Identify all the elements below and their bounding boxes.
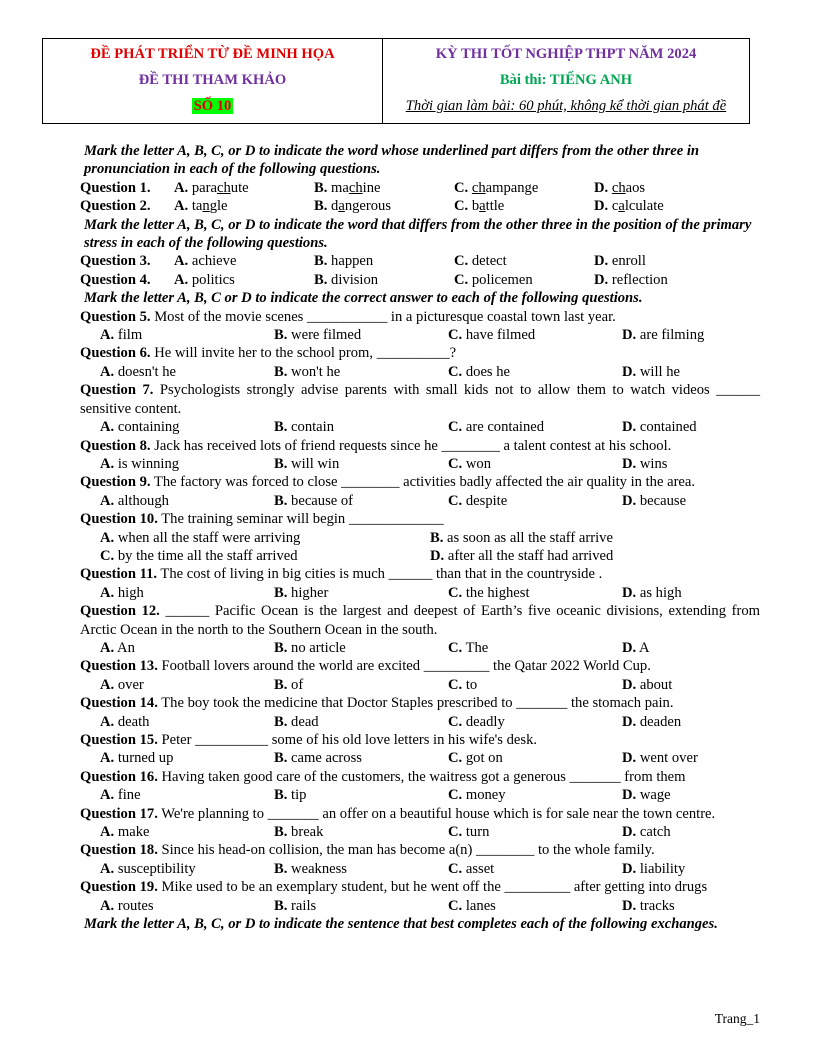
option-text: routes — [117, 897, 154, 914]
option-letter: A. — [100, 676, 115, 693]
option-letter: C. — [100, 547, 115, 564]
question-13 — [80, 657, 760, 694]
option-text: film — [117, 327, 143, 344]
option-c[interactable] — [448, 713, 622, 731]
option-c[interactable]: C. detect — [454, 253, 507, 270]
option-letter: C. — [448, 455, 463, 472]
option-text: got on — [465, 750, 503, 767]
question-text — [80, 437, 760, 455]
option-a[interactable] — [100, 713, 274, 731]
question-3 — [80, 252, 760, 270]
instruction-stress: Mark the letter A, B, C, or D to indicate the word that differs from the other three in the position of the primary stress in each of the following questions. — [84, 216, 752, 252]
option-d[interactable] — [622, 492, 686, 510]
subject: Bài thi: TIẾNG ANH — [499, 71, 633, 88]
option-text: turned up — [117, 750, 174, 767]
question-stem: Most of the movie scenes ___________ in a picturesque coastal town last year. — [150, 308, 616, 325]
option-text: fine — [117, 787, 141, 804]
option-letter: C. — [448, 750, 463, 767]
option-b[interactable] — [274, 584, 448, 602]
question-stem: Psychologists strongly advise parents with small kids not to allow them to watch videos ______ sensitive content. — [80, 382, 761, 417]
option-text: despite — [465, 492, 508, 509]
option-c[interactable] — [448, 676, 622, 694]
option-d[interactable] — [622, 455, 667, 473]
option-letter: B. — [274, 713, 288, 730]
question-text — [80, 510, 760, 528]
option-c[interactable] — [448, 326, 622, 344]
option-text: make — [117, 824, 150, 841]
option-letter: A. — [100, 455, 115, 472]
question-stem: Football lovers around the world are excited _________ the Qatar 2022 World Cup. — [157, 658, 651, 675]
option-letter: B. — [274, 676, 288, 693]
option-d[interactable] — [622, 860, 685, 878]
option-letter: A. — [100, 713, 115, 730]
option-d[interactable] — [622, 363, 680, 381]
option-d[interactable] — [622, 676, 672, 694]
question-label: Question 2. — [80, 198, 151, 215]
option-letter: A. — [100, 492, 115, 509]
question-stem: He will invite her to the school prom, __________? — [150, 345, 457, 362]
option-letter: B. — [274, 419, 288, 436]
question-14 — [80, 694, 760, 731]
option-letter: A. — [100, 860, 115, 877]
option-text: break — [291, 824, 324, 841]
option-text: as soon as all the staff arrive — [447, 529, 613, 546]
option-text: does he — [465, 363, 511, 380]
option-letter: C. — [448, 419, 463, 436]
option-b[interactable]: B. happen — [314, 253, 374, 270]
option-text: catch — [639, 824, 671, 841]
option-d[interactable] — [622, 326, 704, 344]
option-text: over — [117, 676, 144, 693]
option-letter: A. — [100, 787, 115, 804]
option-a[interactable] — [100, 584, 274, 602]
option-text: money — [465, 787, 506, 804]
question-label: Question 10. — [80, 511, 158, 528]
exam-header-right — [383, 39, 749, 123]
option-b[interactable] — [274, 823, 448, 841]
option-text: are contained — [465, 419, 545, 436]
option-text: susceptibility — [117, 860, 196, 877]
option-text: no article — [291, 639, 346, 656]
question-18 — [80, 841, 760, 878]
option-letter: A. — [100, 327, 115, 344]
question-label: Question 9. — [80, 474, 151, 491]
option-d[interactable] — [430, 547, 760, 565]
question-text — [80, 473, 760, 491]
option-d[interactable]: D. reflection — [594, 271, 668, 288]
exam-header-left — [43, 39, 383, 123]
option-letter: B. — [274, 897, 288, 914]
option-text: won — [465, 455, 491, 472]
option-text: although — [117, 492, 169, 509]
option-letter: B. — [274, 860, 288, 877]
question-8 — [80, 437, 760, 474]
option-b[interactable] — [274, 639, 448, 657]
question-text — [80, 878, 760, 896]
option-text: when all the staff were arriving — [117, 529, 301, 546]
option-letter: D. — [622, 639, 637, 656]
question-list — [80, 308, 760, 915]
question-17 — [80, 805, 760, 842]
question-text — [80, 565, 760, 583]
options-row — [80, 547, 760, 565]
option-d[interactable] — [622, 823, 671, 841]
question-5 — [80, 308, 760, 345]
option-text: weakness — [291, 860, 347, 877]
option-b[interactable] — [274, 676, 448, 694]
option-text: the highest — [465, 584, 530, 601]
option-a[interactable] — [100, 823, 274, 841]
option-text: came across — [291, 750, 362, 767]
option-text: wins — [639, 455, 668, 472]
option-b[interactable] — [274, 455, 448, 473]
question-text — [80, 805, 760, 823]
instruction-correct-answer: Mark the letter A, B, C or D to indicate the correct answer to each of the following questions. — [84, 290, 643, 307]
question-stem: The factory was forced to close ________ activities badly affected the air quality in the area. — [150, 474, 696, 491]
option-c[interactable] — [448, 860, 622, 878]
question-text — [80, 381, 760, 418]
question-label: Question 3. — [80, 253, 151, 270]
option-letter: C. — [448, 897, 463, 914]
option-a[interactable] — [100, 529, 430, 547]
option-b[interactable]: B. machine — [314, 179, 381, 196]
option-text: contained — [639, 419, 697, 436]
question-stem: The cost of living in big cities is much ______ than that in the countryside . — [157, 566, 603, 583]
question-stem: The training seminar will begin _____________ — [157, 511, 444, 528]
option-letter: A. — [100, 639, 115, 656]
question-12 — [80, 602, 760, 657]
option-b[interactable] — [274, 860, 448, 878]
option-a[interactable] — [100, 897, 274, 915]
question-stem: Jack has received lots of friend requests since he ________ a talent contest at his school. — [150, 437, 672, 454]
instruction-pronunciation: Mark the letter A, B, C, or D to indicate the word whose underlined part differs from the other three in pronunciation in each of the following questions. — [84, 143, 700, 178]
option-a[interactable]: A. parachute — [174, 179, 249, 196]
option-a[interactable] — [100, 363, 274, 381]
option-letter: C. — [448, 327, 463, 344]
options-row — [80, 749, 760, 767]
option-c[interactable] — [448, 455, 622, 473]
question-stem: We're planning to _______ an offer on a beautiful house which is for sale near the town centre. — [157, 805, 716, 822]
option-text: of — [291, 676, 304, 693]
option-c[interactable] — [448, 584, 622, 602]
question-text — [80, 657, 760, 675]
exam-number: SỐ 10 — [193, 97, 232, 114]
question-label: Question 14. — [80, 695, 158, 712]
option-letter: D. — [622, 419, 637, 436]
exam-content — [80, 142, 760, 933]
option-letter: D. — [622, 787, 637, 804]
option-letter: D. — [622, 492, 637, 509]
option-text: about — [639, 676, 673, 693]
question-stem: ______ Pacific Ocean is the largest and deepest of Earth’s five oceanic divisions, extending from Arctic Ocean in the north to the Southern Ocean in the south. — [80, 603, 761, 638]
option-letter: C. — [448, 584, 463, 601]
option-letter: C. — [448, 824, 463, 841]
question-label: Question 19. — [80, 879, 158, 896]
option-text: to — [465, 676, 478, 693]
option-letter: B. — [274, 363, 288, 380]
question-15 — [80, 731, 760, 768]
question-11 — [80, 565, 760, 602]
question-label: Question 1. — [80, 179, 151, 196]
question-label: Question 12. — [80, 603, 160, 620]
question-16 — [80, 768, 760, 805]
option-c[interactable] — [100, 547, 430, 565]
option-c[interactable]: C. battle — [454, 198, 505, 215]
option-text: tip — [291, 787, 307, 804]
option-letter: D. — [622, 713, 637, 730]
option-a[interactable]: A. politics — [174, 271, 235, 288]
question-2 — [80, 197, 760, 215]
option-d[interactable] — [622, 639, 650, 657]
option-c[interactable] — [448, 823, 622, 841]
option-letter: C. — [448, 676, 463, 693]
option-c[interactable] — [448, 363, 622, 381]
question-label: Question 4. — [80, 271, 151, 288]
question-label: Question 17. — [80, 805, 158, 822]
option-letter: B. — [274, 327, 288, 344]
option-letter: D. — [622, 676, 637, 693]
question-1 — [80, 179, 760, 197]
option-text: high — [117, 584, 144, 601]
option-a[interactable] — [100, 786, 274, 804]
question-text — [80, 694, 760, 712]
option-letter: B. — [274, 492, 288, 509]
option-letter: A. — [100, 750, 115, 767]
options-row — [80, 823, 760, 841]
option-letter: C. — [448, 363, 463, 380]
option-text: death — [117, 713, 150, 730]
option-text: after all the staff had arrived — [447, 547, 614, 564]
options-row — [80, 492, 760, 510]
time-note: Thời gian làm bài: 60 phút, không kể thời gian phát đề — [405, 97, 727, 114]
option-d[interactable] — [622, 749, 698, 767]
option-a[interactable] — [100, 492, 274, 510]
option-text: because of — [291, 492, 354, 509]
option-text: liability — [639, 860, 686, 877]
option-text: deadly — [465, 713, 505, 730]
question-stem: Peter __________ some of his old love letters in his wife's desk. — [157, 732, 538, 748]
option-text: were filmed — [291, 327, 362, 344]
question-label: Question 18. — [80, 842, 158, 859]
question-stem: Having taken good care of the customers, the waitress got a generous _______ from them — [157, 768, 686, 785]
option-text: higher — [291, 584, 329, 601]
option-b[interactable] — [274, 492, 448, 510]
question-label: Question 11. — [80, 566, 158, 583]
option-letter: D. — [622, 897, 637, 914]
option-text: will he — [639, 363, 680, 380]
option-letter: B. — [274, 824, 288, 841]
question-6 — [80, 344, 760, 381]
option-d[interactable] — [622, 786, 671, 804]
option-text: The — [465, 639, 489, 656]
option-text: have filmed — [465, 327, 536, 344]
options-row — [80, 786, 760, 804]
option-a[interactable] — [100, 676, 274, 694]
options-row — [80, 860, 760, 878]
option-letter: C. — [448, 639, 463, 656]
option-letter: B. — [274, 787, 288, 804]
question-label: Question 8. — [80, 437, 151, 454]
option-text: A — [639, 639, 650, 656]
option-text: won't he — [291, 363, 341, 380]
option-b[interactable] — [274, 786, 448, 804]
question-label: Question 7. — [80, 382, 154, 399]
option-d[interactable]: D. calculate — [594, 198, 664, 215]
option-d[interactable] — [622, 584, 682, 602]
options-row — [80, 418, 760, 436]
option-letter: D. — [622, 860, 637, 877]
option-text: by the time all the staff arrived — [117, 547, 298, 564]
question-label: Question 6. — [80, 345, 151, 362]
option-b[interactable]: B. division — [314, 271, 379, 288]
option-a[interactable] — [100, 639, 274, 657]
options-row — [80, 326, 760, 344]
option-letter: D. — [622, 584, 637, 601]
option-letter: A. — [100, 824, 115, 841]
option-c[interactable] — [448, 639, 622, 657]
option-text: as high — [639, 584, 682, 601]
options-row — [80, 455, 760, 473]
option-d[interactable]: D. enroll — [594, 253, 646, 270]
options-row — [80, 363, 760, 381]
question-text — [80, 344, 760, 362]
question-stem: The boy took the medicine that Doctor Staples prescribed to _______ the stomach pain. — [157, 695, 674, 712]
option-b[interactable] — [430, 529, 760, 547]
option-b[interactable] — [274, 363, 448, 381]
question-text — [80, 308, 760, 326]
options-row — [80, 897, 760, 915]
option-c[interactable] — [448, 418, 622, 436]
question-label: Question 13. — [80, 658, 158, 675]
option-text: are filming — [639, 327, 705, 344]
options-row — [80, 713, 760, 731]
option-b[interactable] — [274, 713, 448, 731]
option-text: because — [639, 492, 687, 509]
option-text: doesn't he — [117, 363, 177, 380]
option-letter: A. — [100, 363, 115, 380]
page-number: Trang_1 — [714, 1011, 760, 1026]
option-letter: A. — [100, 584, 115, 601]
option-letter: A. — [100, 419, 115, 436]
option-b[interactable] — [274, 326, 448, 344]
options-row — [80, 676, 760, 694]
option-c[interactable]: C. policemen — [454, 271, 533, 288]
question-text — [80, 768, 760, 786]
question-9 — [80, 473, 760, 510]
option-d[interactable]: D. chaos — [594, 179, 646, 196]
option-a[interactable] — [100, 418, 274, 436]
option-letter: D. — [622, 327, 637, 344]
question-text — [80, 731, 760, 749]
question-text — [80, 841, 760, 859]
option-text: dead — [291, 713, 319, 730]
question-label: Question 15. — [80, 732, 158, 748]
options-row — [80, 529, 760, 547]
option-text: is winning — [117, 455, 180, 472]
question-label: Question 16. — [80, 768, 158, 785]
question-19 — [80, 878, 760, 915]
option-letter: C. — [448, 787, 463, 804]
option-letter: A. — [100, 529, 115, 546]
option-a[interactable] — [100, 326, 274, 344]
exam-header — [42, 38, 750, 124]
option-a[interactable] — [100, 749, 274, 767]
option-c[interactable] — [448, 492, 622, 510]
question-stem: Since his head-on collision, the man has become a(n) ________ to the whole family. — [157, 842, 655, 859]
option-letter: B. — [274, 584, 288, 601]
option-letter: D. — [622, 750, 637, 767]
option-letter: C. — [448, 713, 463, 730]
option-b[interactable]: B. dangerous — [314, 198, 392, 215]
option-text: lanes — [465, 897, 496, 914]
option-letter: D. — [622, 363, 637, 380]
option-text: went over — [639, 750, 698, 767]
option-text: will win — [291, 455, 340, 472]
exam-name: KỲ THI TỐT NGHIỆP THPT NĂM 2024 — [435, 45, 697, 62]
option-c[interactable] — [448, 786, 622, 804]
option-text: contain — [291, 419, 335, 436]
option-d[interactable] — [622, 418, 697, 436]
option-text: An — [117, 639, 135, 656]
option-text: rails — [291, 897, 317, 914]
option-a[interactable] — [100, 455, 274, 473]
option-text: turn — [465, 824, 490, 841]
instruction-exchanges: Mark the letter A, B, C, or D to indicate the sentence that best completes each of the following exchanges. — [84, 916, 718, 933]
option-letter: B. — [274, 639, 288, 656]
option-letter: D. — [430, 547, 445, 564]
options-row — [80, 639, 760, 657]
option-text: asset — [465, 860, 495, 877]
option-letter: C. — [448, 492, 463, 509]
option-c[interactable]: C. champange — [454, 179, 539, 196]
option-letter: C. — [448, 860, 463, 877]
option-d[interactable] — [622, 713, 681, 731]
option-a[interactable]: A. tangle — [174, 198, 228, 215]
option-d[interactable] — [622, 897, 675, 915]
question-4 — [80, 271, 760, 289]
option-text: tracks — [639, 897, 675, 914]
option-b[interactable] — [274, 418, 448, 436]
source-title: ĐỀ PHÁT TRIỂN TỪ ĐỀ MINH HỌA — [90, 45, 335, 62]
option-c[interactable] — [448, 897, 622, 915]
option-a[interactable] — [100, 860, 274, 878]
option-letter: B. — [274, 455, 288, 472]
option-text: containing — [117, 419, 180, 436]
option-a[interactable]: A. achieve — [174, 253, 237, 270]
option-letter: A. — [100, 897, 115, 914]
question-7 — [80, 381, 760, 436]
option-letter: D. — [622, 824, 637, 841]
option-letter: B. — [274, 750, 288, 767]
question-stem: Mike used to be an exemplary student, but he went off the _________ after getting into drugs — [157, 879, 708, 896]
option-letter: D. — [622, 455, 637, 472]
option-text: wage — [639, 787, 671, 804]
option-b[interactable] — [274, 897, 448, 915]
question-text — [80, 602, 760, 639]
option-c[interactable] — [448, 749, 622, 767]
options-row — [80, 584, 760, 602]
exam-type: ĐỀ THI THAM KHẢO — [138, 71, 287, 88]
option-text: deaden — [639, 713, 682, 730]
question-label: Question 5. — [80, 308, 151, 325]
option-letter: B. — [430, 529, 444, 546]
question-10 — [80, 510, 760, 565]
option-b[interactable] — [274, 749, 448, 767]
